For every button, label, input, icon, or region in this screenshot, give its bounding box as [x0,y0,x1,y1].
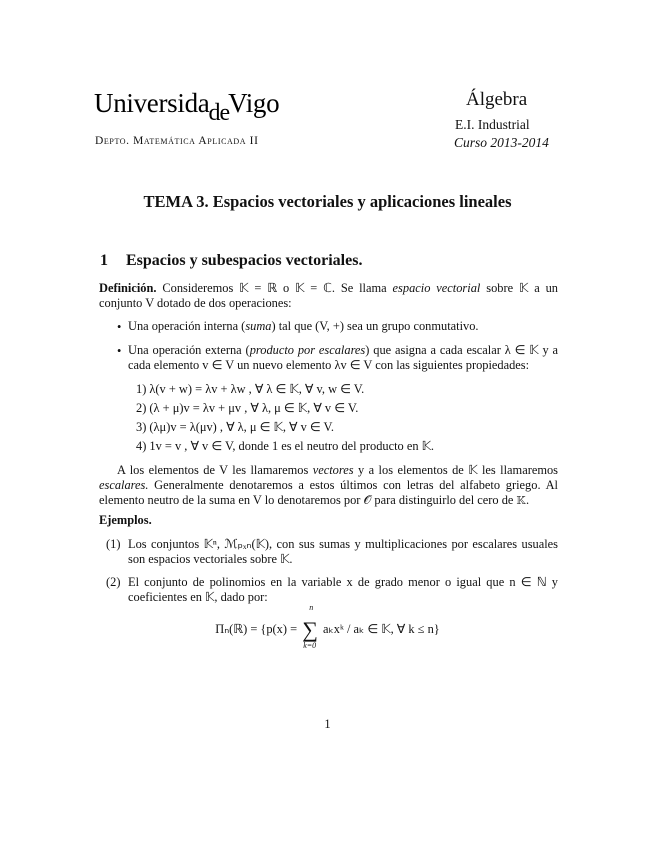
section-heading [100,252,362,270]
property-item: 3) (λμ)v = λ(μv) , ∀ λ, μ ∈ 𝕂, ∀ v ∈ V. [136,420,335,434]
department-name: Depto. Matemática Aplicada II [95,135,259,147]
property-item: 1) λ(v + w) = λv + λw , ∀ λ ∈ 𝕂, ∀ v, w ∈ V. [136,382,365,396]
chapter-title: TEMA 3. Espacios vectoriales y aplicaciones lineales [143,192,512,211]
defined-term: espacio vectorial [392,281,481,295]
example-text: Los conjuntos 𝕂ⁿ, ℳₚₓₙ(𝕂), con sus sumas y multiplicaciones por escalares usuales son espacios vectoriales sobre 𝕂. [128,537,558,566]
examples-heading: Ejemplos. [99,513,152,527]
academic-year: Curso 2013-2014 [454,135,549,150]
bullet-item: Una operación externa (producto por escalares) que asigna a cada escalar λ ∈ 𝕂 y a cada elemento v ∈ V un nuevo elemento λv ∈ V con las siguientes propiedades: [128,343,559,372]
summation-symbol: ∑ n k=0 [302,603,318,650]
page-number: 1 [324,717,331,731]
definition-label: Definición. [99,281,157,295]
course-title: Álgebra [466,89,528,110]
bullet-marker: • [117,344,122,358]
school-name: E.I. Industrial [455,117,530,132]
property-item: 2) (λ + μ)v = λv + μv , ∀ λ, μ ∈ 𝕂, ∀ v ∈ V. [136,401,359,415]
section-number: 1 [100,252,108,269]
university-logo: UniversidadeVigo [94,88,280,126]
section-title: Espacios y subespacios vectoriales. [126,252,363,269]
example-text: El conjunto de polinomios en la variable x de grado menor o igual que n ∈ ℕ y coeficientes en 𝕂, dado por: [128,575,558,604]
bullet-marker: • [117,320,122,334]
property-item: 4) 1v = v , ∀ v ∈ V, donde 1 es el neutro del producto en 𝕂. [136,439,435,453]
vectors-paragraph: A los elementos de V les llamaremos vectores y a los elementos de 𝕂 les llamaremos escalares. Generalmente denotaremos a estos últimos con letras del alfabeto griego. Al elemento neutro de la suma en V lo denotaremos por 𝒪 para distinguirlo del cero de 𝕂. [99,463,558,507]
polynomial-formula: Πₙ(ℝ) = {p(x) = ∑ n k=0 aₖxᵏ / aₖ ∈ 𝕂, ∀ k ≤ n} [215,603,440,650]
bullet-item: Una operación interna (suma) tal que (V, +) sea un grupo conmutativo. [128,319,479,333]
example-number: (2) [106,575,121,589]
example-number: (1) [106,537,121,551]
definition-paragraph: Definición. Consideremos 𝕂 = ℝ o 𝕂 = ℂ. Se llama espacio vectorial sobre 𝕂 a un conjunto V dotado de dos operaciones: [99,281,558,310]
